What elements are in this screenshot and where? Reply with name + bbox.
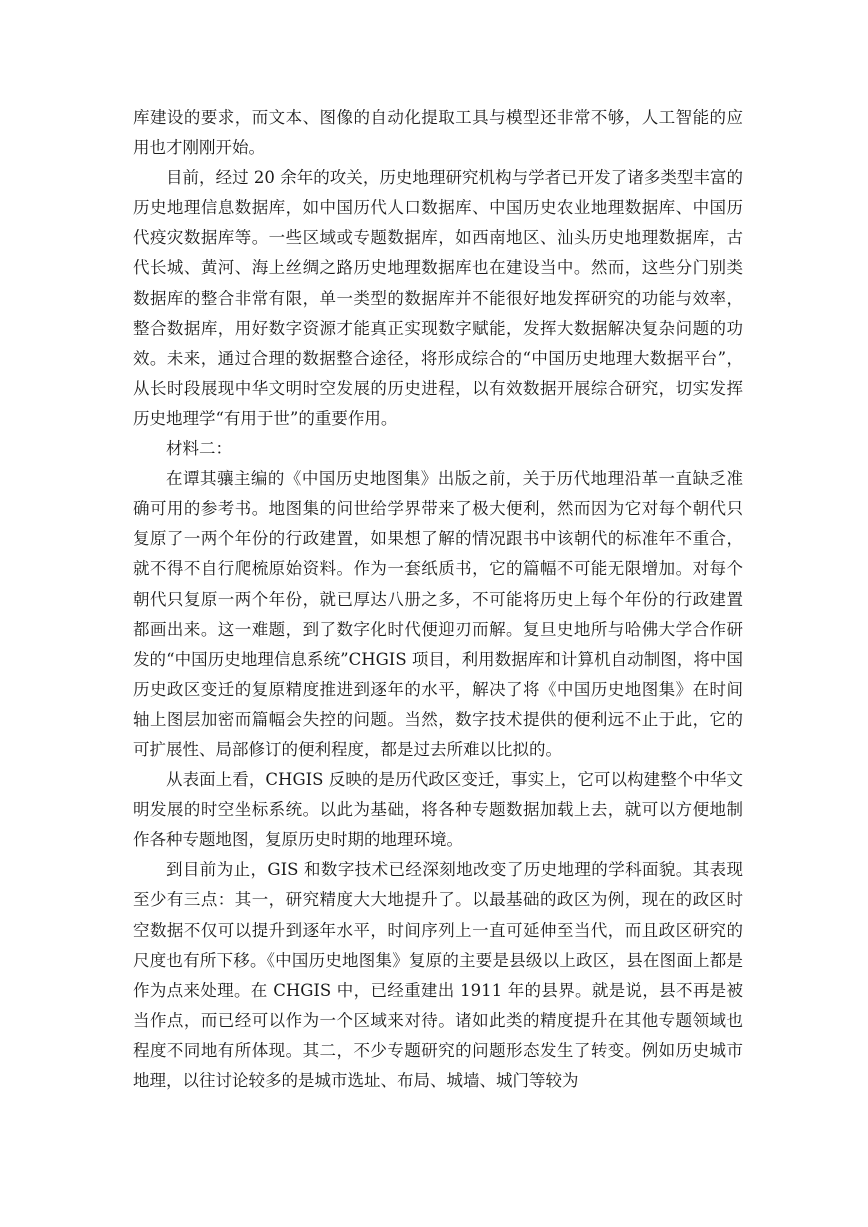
material-two-heading: 材料二： (166, 439, 232, 459)
paragraph-historical-atlas: 在谭其骧主编的《中国历史地图集》出版之前，关于历代地理沿革一直缺乏准确可用的参考书。地图集的问世给学界带来了极大便利，然而因为它对每个朝代只复原了一两个年份的行政建置，如果想了解的情况跟书中该朝代的标准年不重合，就不得不自行爬梳原始资料。作为一套纸质书，它的篇幅不可能无限增加。对每个朝代只复原一两个年份，就已厚达八册之多，不可能将历史上每个年份的行政建置都画出来。这一难题，到了数字化时代便迎刃而解。复旦史地所与哈佛大学合作研发的“中国历史地理信息系统”CHGIS 项目，利用数据库和计算机自动制图，将中国历史政区变迁的复原精度推进到逐年的水平，解决了将《中国历史地图集》在时间轴上图层加密而篇幅会失控的问题。当然，数字技术提供的便利远不止于此，它的可扩展性、局部修订的便利程度，都是过去所难以比拟的。 (133, 469, 743, 759)
paragraph-gis-impact: 到目前为止，GIS 和数字技术已经深刻地改变了历史地理的学科面貌。其表现至少有三点：其一，研究精度大大地提升了。以最基础的政区为例，现在的政区时空数据不仅可以提升到逐年水平，时间序列上一直可延伸至当代，而且政区研究的尺度也有所下移。《中国历史地图集》复原的主要是县级以上政区，县在图面上都是作为点来处理。在 CHGIS 中，已经重建出 1911 年的县界。就是说，县不再是被当作点，而已经可以作为一个区域来对待。诸如此类的精度提升在其他专题领域也程度不同地有所体现。其二，不少专题研究的问题形态发生了转变。例如历史城市地理，以往讨论较多的是城市选址、布局、城墙、城门等较为 (133, 860, 743, 1090)
paragraph-chgis-coordinates: 从表面上看，CHGIS 反映的是历代政区变迁，事实上，它可以构建整个中华文明发展的时空坐标系统。以此为基础，将各种专题数据加载上去，就可以方便地制作各种专题地图，复原历史时期的地理环境。 (133, 770, 743, 850)
paragraph-continuation: 库建设的要求，而文本、图像的自动化提取工具与模型还非常不够，人工智能的应用也才刚刚开始。 (133, 108, 743, 158)
paragraph-database-development: 目前，经过 20 余年的攻关，历史地理研究机构与学者已开发了诸多类型丰富的历史地理信息数据库，如中国历代人口数据库、中国历史农业地理数据库、中国历代疫灾数据库等。一些区域或专题数据库，如西南地区、汕头历史地理数据库，古代长城、黄河、海上丝绸之路历史地理数据库也在建设当中。然而，这些分门别类数据库的整合非常有限，单一类型的数据库并不能很好地发挥研究的功能与效率，整合数据库，用好数字资源才能真正实现数字赋能，发挥大数据解决复杂问题的功效。未来，通过合理的数据整合途径，将形成综合的“中国历史地理大数据平台”，从长时段展现中华文明时空发展的历史进程，以有效数据开展综合研究，切实发挥历史地理学“有用于世”的重要作用。 (133, 168, 743, 428)
document-body (133, 103, 743, 1096)
